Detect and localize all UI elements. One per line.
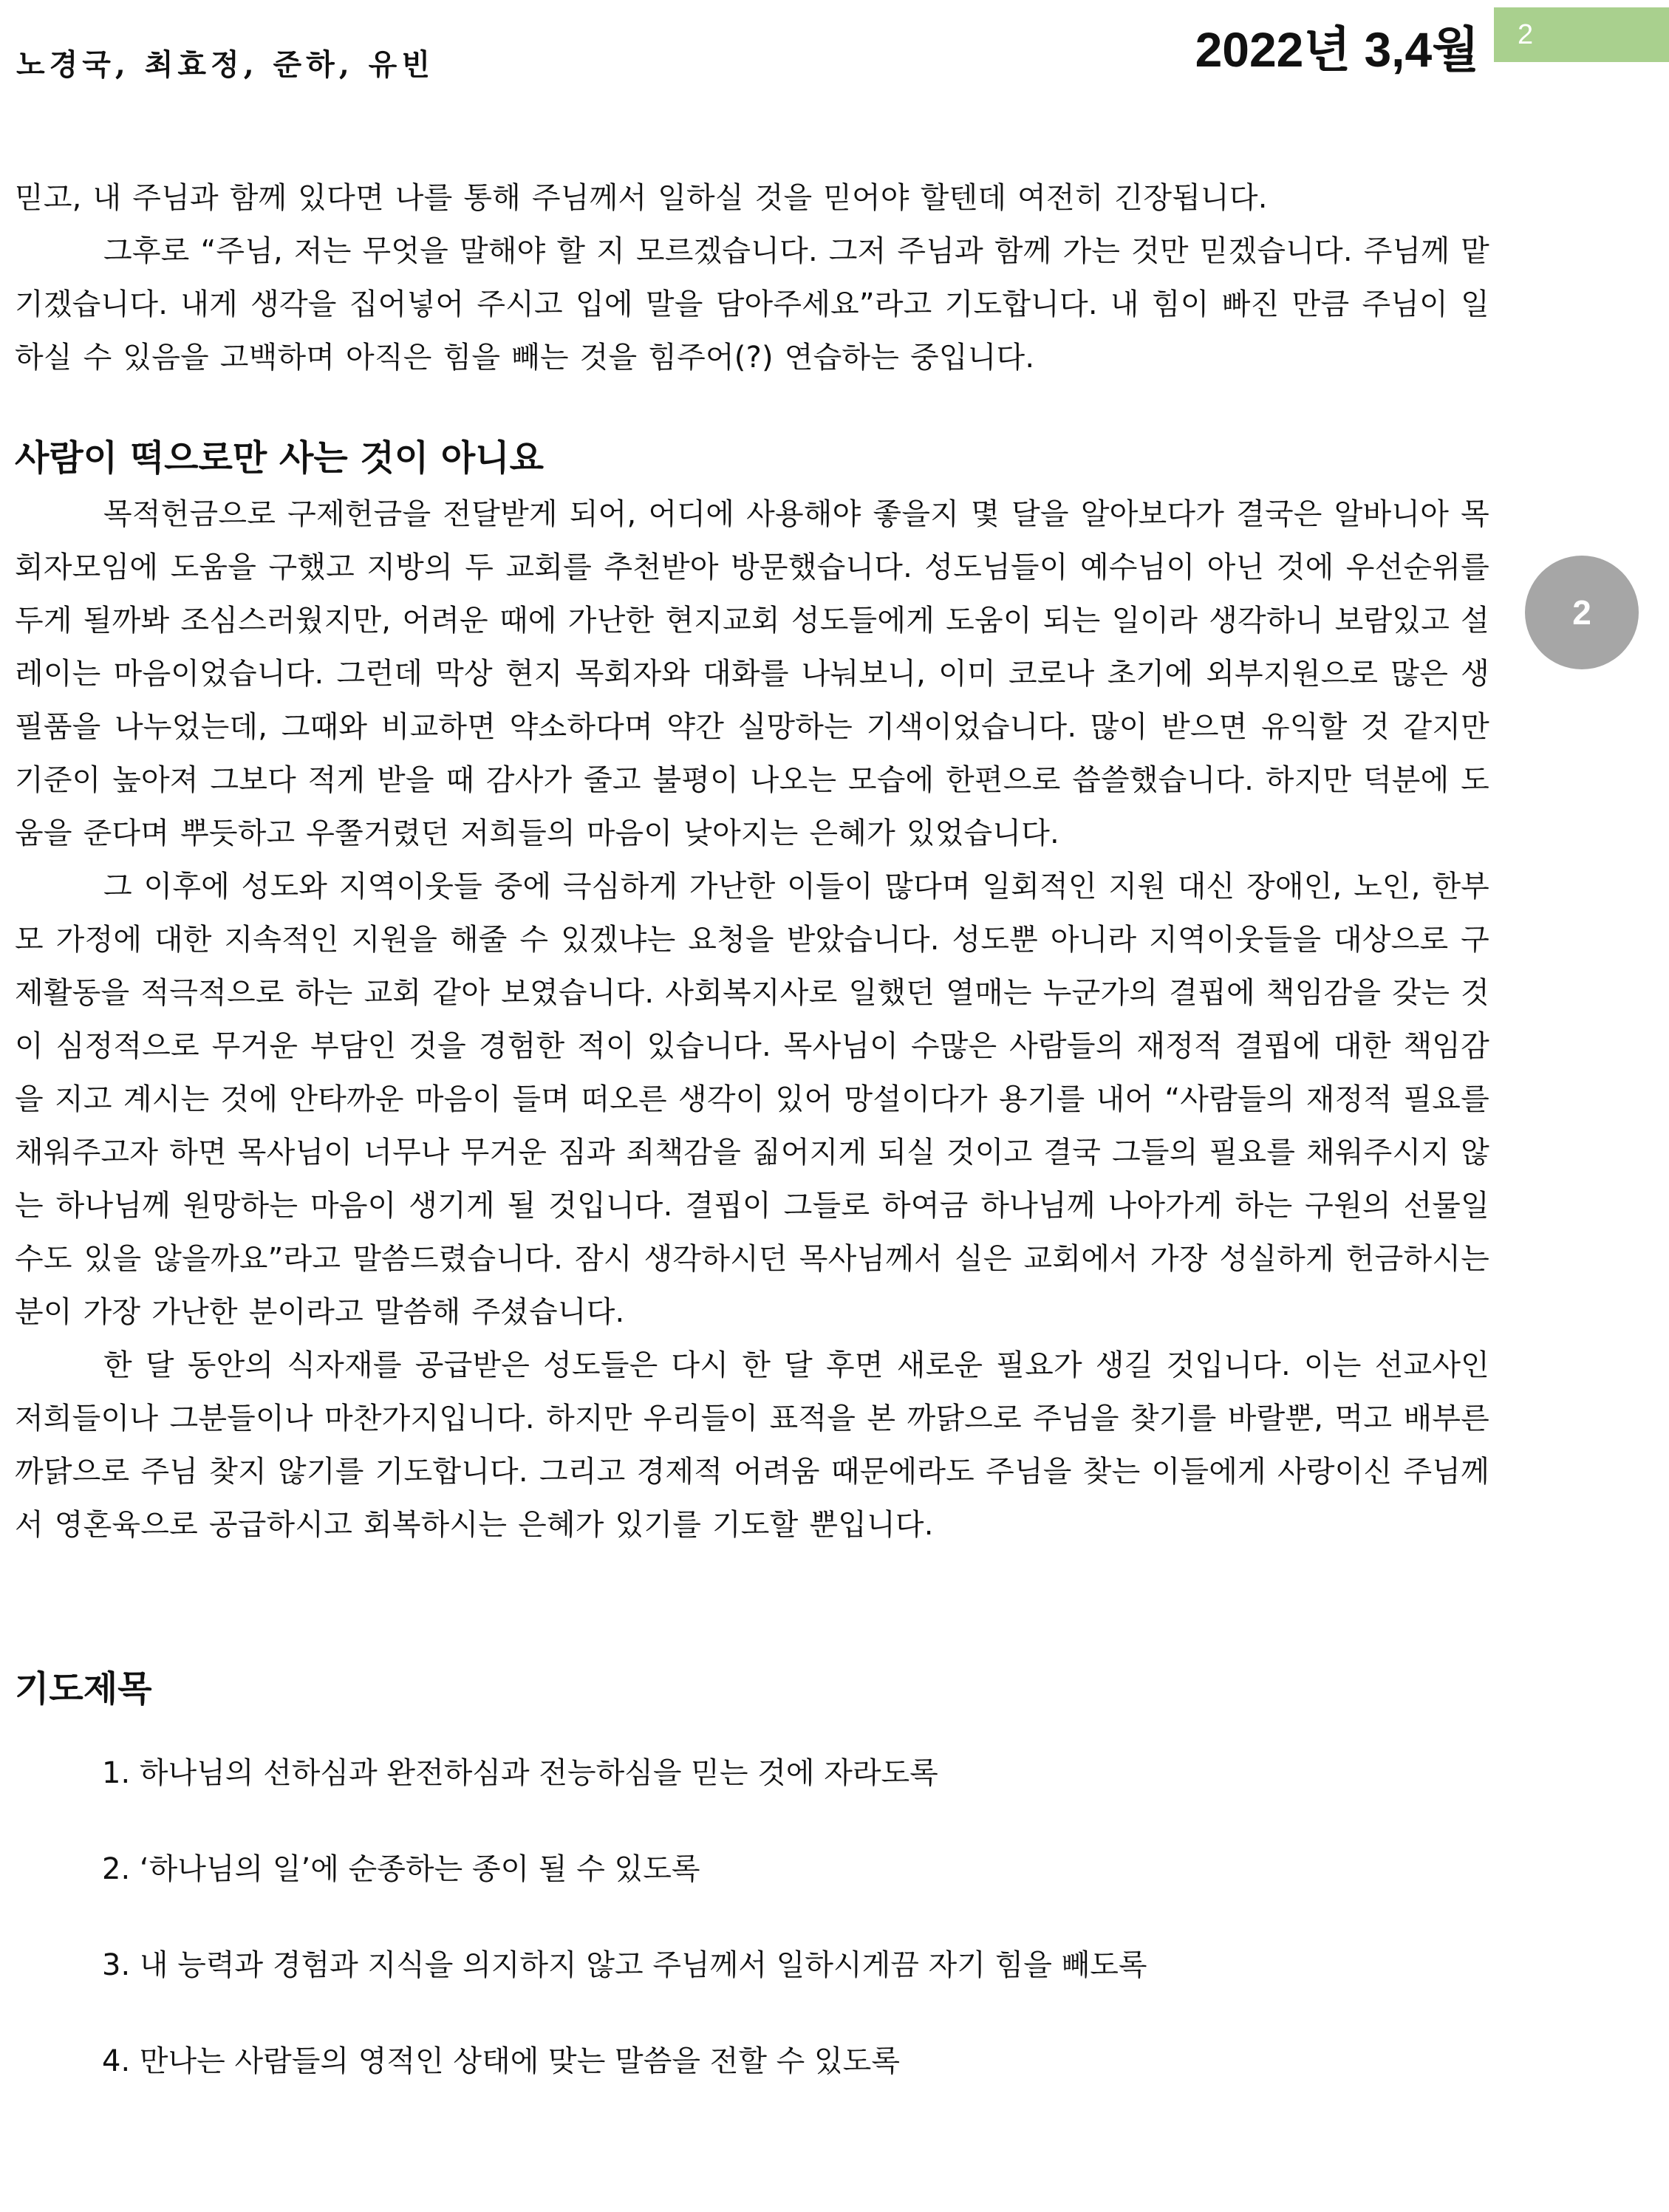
header-authors: 노경국, 최효정, 준하, 유빈 <box>16 47 434 82</box>
header-date: 2022년 3,4월 <box>1195 22 1479 77</box>
document-body <box>15 171 1489 2137</box>
section1-paragraph-3: 한 달 동안의 식자재를 공급받은 성도들은 다시 한 달 후면 새로운 필요가 생길 것입니다. 이는 선교사인 저희들이나 그분들이나 마찬가지입니다. 하지만 우리들이 표적을 본 까닭으로 주님을 찾기를 바랄뿐, 먹고 배부른 까닭으로 주님 찾지 않기를 기도합니다. 그리고 경제적 어려움 때문에라도 주님을 찾는 이들에게 사랑이신 주님께서 영혼육으로 공급하시고 회복하시는 은혜가 있기를 기도할 뿐입니다. <box>15 1348 1489 1542</box>
intro-paragraph-1: 믿고, 내 주님과 함께 있다면 나를 통해 주님께서 일하실 것을 믿어야 할텐데 여전히 긴장됩니다. <box>15 181 1268 215</box>
prayer-item-3: 3. 내 능력과 경험과 지식을 의지하지 않고 주님께서 일하시게끔 자기 힘을 빼도록 <box>102 1948 1147 1982</box>
prayer-item-2: 2. ‘하나님의 일’에 순종하는 종이 될 수 있도록 <box>102 1852 700 1886</box>
prayer-item-4: 4. 만나는 사람들의 영적인 상태에 맞는 말씀을 전할 수 있도록 <box>102 2044 900 2078</box>
section-heading-prayer: 기도제목 <box>15 1668 152 1710</box>
prayer-list <box>15 1752 1489 2082</box>
prayer-item-1: 1. 하나님의 선하심과 완전하심과 전능하심을 믿는 것에 자라도록 <box>102 1756 938 1790</box>
section-heading-bread: 사람이 떡으로만 사는 것이 아니요 <box>15 437 544 479</box>
page-number-circle: 2 <box>1525 556 1639 669</box>
section1-paragraph-2: 그 이후에 성도와 지역이웃들 중에 극심하게 가난한 이들이 많다며 일회적인 지원 대신 장애인, 노인, 한부모 가정에 대한 지속적인 지원을 해줄 수 있겠냐는 요청을 받았습니다. 성도뿐 아니라 지역이웃들을 대상으로 구제활동을 적극적으로 하는 교회 같아 보였습니다. 사회복지사로 일했던 열매는 누군가의 결핍에 책임감을 갖는 것이 심정적으로 무거운 부담인 것을 경험한 적이 있습니다. 목사님이 수많은 사람들의 재정적 결핍에 대한 책임감을 지고 계시는 것에 안타까운 마음이 들며 떠오른 생각이 있어 망설이다가 용기를 내어 “사람들의 재정적 필요를 채워주고자 하면 목사님이 너무나 무거운 짐과 죄책감을 짊어지게 되실 것이고 결국 그들의 필요를 채워주시지 않는 하나님께 원망하는 마음이 생기게 될 것입니다. 결핍이 그들로 하여금 하나님께 나아가게 하는 구원의 선물일 수도 있을 않을까요”라고 말씀드렸습니다. 잠시 생각하시던 목사님께서 실은 교회에서 가장 성실하게 헌금하시는 분이 가장 가난한 분이라고 말씀해 주셨습니다. <box>15 870 1489 1329</box>
page-number-tab: 2 <box>1494 7 1669 62</box>
section1-paragraph-1: 목적헌금으로 구제헌금을 전달받게 되어, 어디에 사용해야 좋을지 몇 달을 알아보다가 결국은 알바니아 목회자모임에 도움을 구했고 지방의 두 교회를 추천받아 방문했습니다. 성도님들이 예수님이 아닌 것에 우선순위를 두게 될까봐 조심스러웠지만, 어려운 때에 가난한 현지교회 성도들에게 도움이 되는 일이라 생각하니 보람있고 설레이는 마음이었습니다. 그런데 막상 현지 목회자와 대화를 나눠보니, 이미 코로나 초기에 외부지원으로 많은 생필품을 나누었는데, 그때와 비교하면 약소하다며 약간 실망하는 기색이었습니다. 많이 받으면 유익할 것 같지만 기준이 높아져 그보다 적게 받을 때 감사가 줄고 불평이 나오는 모습에 한편으로 씁쓸했습니다. 하지만 덕분에 도움을 준다며 뿌듯하고 우쭐거렸던 저희들의 마음이 낮아지는 은혜가 있었습니다. <box>15 497 1489 850</box>
intro-paragraph-2: 그후로 “주님, 저는 무엇을 말해야 할 지 모르겠습니다. 그저 주님과 함께 가는 것만 믿겠습니다. 주님께 맡기겠습니다. 내게 생각을 집어넣어 주시고 입에 말을 담아주세요”라고 기도합니다. 내 힘이 빠진 만큼 주님이 일하실 수 있음을 고백하며 아직은 힘을 빼는 것을 힘주어(?) 연습하는 중입니다. <box>15 234 1489 375</box>
